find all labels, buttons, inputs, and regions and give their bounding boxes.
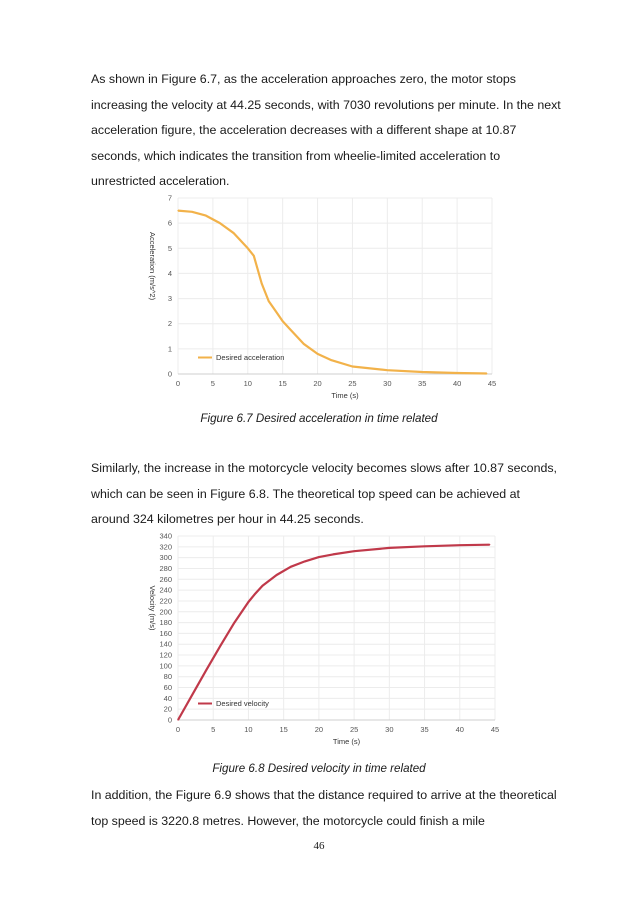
paragraph-3: In addition, the Figure 6.9 shows that the distance required to arrive at the theoretical top speed is 3220.8 metres. However, the motorcycle could finish a mile [91, 788, 557, 828]
x-tick-label: 30 [385, 725, 394, 734]
data-point [282, 321, 283, 322]
data-point [248, 601, 249, 602]
data-point [289, 328, 290, 329]
y-tick-label: 300 [159, 553, 172, 563]
x-tick-label: 0 [175, 725, 181, 734]
y-tick-label: 100 [159, 661, 172, 671]
y-tick-label: 280 [159, 563, 172, 573]
legend-label: Desired acceleration [216, 353, 285, 362]
x-tick-label: 25 [348, 379, 357, 388]
data-point [233, 233, 234, 234]
data-point [457, 372, 458, 373]
paragraph-1: As shown in Figure 6.7, as the acceleration approaches zero, the motor stops increasing the velocity at 44.25 seconds, with 7030 revolutions per minute. In the next acceleration figure, the acceleration decreases with a different shape at 10.87 seconds, which indicates the transition from wheelie-limited acceleration to unrestricted acceleration. [91, 72, 561, 188]
data-point [268, 300, 269, 301]
x-tick-label: 25 [349, 725, 359, 734]
data-point [304, 561, 305, 562]
x-axis-title: Time (s) [331, 391, 359, 400]
legend-label: Desired velocity [216, 699, 269, 708]
data-point [318, 557, 319, 558]
figure-6-8-caption: Figure 6.8 Desired velocity in time related [212, 762, 426, 775]
x-tick-label: 5 [211, 725, 216, 734]
data-point [424, 546, 425, 547]
data-point [177, 719, 178, 720]
data-point [219, 223, 220, 224]
data-point [290, 566, 291, 567]
y-tick-label: 120 [159, 650, 172, 660]
data-point [220, 645, 221, 646]
data-point [387, 370, 388, 371]
y-tick-label: 3 [167, 294, 172, 304]
data-point [275, 311, 276, 312]
x-tick-label: 5 [210, 379, 215, 388]
y-tick-label: 140 [159, 639, 172, 649]
data-point [389, 547, 390, 548]
data-point [317, 353, 318, 354]
x-tick-label: 30 [383, 379, 392, 388]
y-tick-label: 2 [167, 319, 172, 329]
paragraph-2: Similarly, the increase in the motorcycle velocity becomes slows after 10.87 seconds, which can be seen in Figure 6.8. The theoretical top speed can be achieved at around 324 kilometres per hour in 44.25 seconds. [91, 461, 557, 526]
data-point [422, 371, 423, 372]
y-tick-label: 4 [167, 268, 172, 278]
y-tick-label: 40 [163, 693, 172, 703]
y-tick-label: 1 [167, 344, 172, 354]
y-tick-label: 340 [159, 531, 172, 541]
x-tick-label: 35 [418, 379, 427, 388]
x-tick-label: 20 [314, 725, 324, 734]
y-tick-label: 80 [163, 672, 172, 682]
y-tick-label: 240 [159, 585, 172, 595]
y-tick-label: 60 [163, 683, 172, 693]
data-point [489, 544, 490, 545]
data-point [177, 210, 178, 211]
x-tick-label: 35 [420, 725, 429, 734]
data-point [276, 574, 277, 575]
x-tick-label: 0 [175, 379, 181, 388]
x-tick-label: 15 [279, 725, 288, 734]
data-point [486, 373, 487, 374]
y-tick-label: 20 [163, 704, 172, 714]
y-tick-label: 320 [159, 542, 172, 552]
y-tick-label: 6 [167, 218, 172, 228]
data-point [354, 551, 355, 552]
x-tick-label: 10 [243, 379, 252, 388]
data-point [459, 545, 460, 546]
y-tick-label: 0 [167, 715, 172, 725]
velocity-chart [140, 528, 510, 756]
data-point [247, 248, 248, 249]
data-point [205, 215, 206, 216]
data-point [234, 622, 235, 623]
x-tick-label: 15 [278, 379, 287, 388]
y-tick-label: 0 [167, 369, 172, 379]
y-tick-label: 5 [167, 243, 172, 253]
series-line [178, 545, 490, 720]
data-point [331, 360, 332, 361]
x-tick-label: 40 [452, 379, 462, 388]
figure-6-7-caption: Figure 6.7 Desired acceleration in time related [200, 412, 438, 425]
data-point [253, 255, 254, 256]
x-tick-label: 40 [455, 725, 464, 734]
data-point [352, 366, 353, 367]
data-point [191, 695, 192, 696]
data-point [303, 343, 304, 344]
data-point [191, 211, 192, 212]
x-tick-label: 20 [313, 379, 322, 388]
data-point [261, 283, 262, 284]
x-tick-label: 45 [487, 379, 497, 388]
data-point [206, 670, 207, 671]
y-tick-label: 7 [167, 193, 172, 203]
data-point [254, 594, 255, 595]
acceleration-chart [140, 188, 510, 404]
y-tick-label: 160 [159, 628, 172, 638]
x-tick-label: 45 [490, 725, 500, 734]
y-axis-title: Acceleration (m/s^2) [148, 231, 157, 301]
y-tick-label: 220 [159, 596, 172, 606]
y-tick-label: 200 [159, 607, 172, 617]
page-number: 46 [313, 840, 325, 852]
y-tick-label: 180 [159, 618, 172, 628]
data-point [262, 585, 263, 586]
y-tick-label: 260 [159, 574, 172, 584]
y-axis-title: Velocity (m/s) [148, 585, 157, 631]
x-tick-label: 10 [244, 725, 253, 734]
x-axis-title: Time (s) [332, 737, 361, 746]
data-point [332, 554, 333, 555]
